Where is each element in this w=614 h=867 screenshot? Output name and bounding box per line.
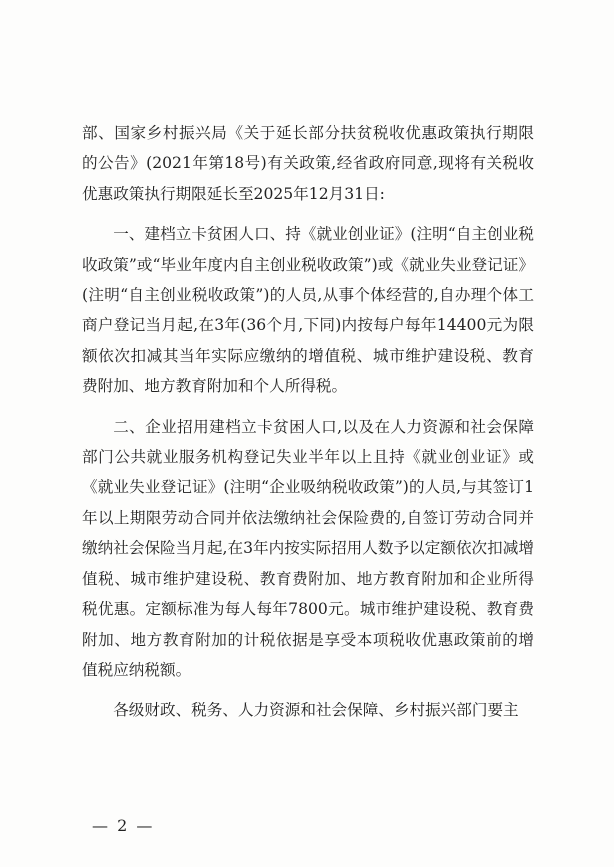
- page-number: — 2 —: [92, 816, 155, 835]
- paragraph-item-1: 一、建档立卡贫困人口、持《就业创业证》(注明“自主创业税收政策”或“毕业年度内自主创业税收政策”)或《就业失业登记证》(注明“自主创业税收政策”)的人员,从事个体经营的,自办理个体工商户登记当月起,在3年(36个月,下同)内按每户每年14400元为限额依次扣减其当年实际应缴纳的增值税、城市维护建设税、教育费附加、地方教育附加和个人所得税。: [82, 225, 534, 396]
- document-body: [82, 118, 534, 736]
- paragraph-closing: 各级财政、税务、人力资源和社会保障、乡村振兴部门要主: [113, 701, 519, 720]
- paragraph-continuation: 部、国家乡村振兴局《关于延长部分扶贫税收优惠政策执行期限的公告》(2021年第18号)有关政策,经省政府同意,现将有关税收优惠政策执行期限延长至2025年12月31日:: [82, 124, 534, 203]
- paragraph-item-2: 二、企业招用建档立卡贫困人口,以及在人力资源和社会保障部门公共就业服务机构登记失业半年以上且持《就业创业证》或《就业失业登记证》(注明“企业吸纳税收政策”)的人员,与其签订1年以上期限劳动合同并依法缴纳社会保险费的,自签订劳动合同并缴纳社会保险当月起,在3年内按实际招用人数予以定额依次扣减增值税、城市维护建设税、教育费附加、地方教育附加和企业所得税优惠。定额标准为每人每年7800元。城市维护建设税、教育费附加、地方教育附加的计税依据是享受本项税收优惠政策前的增值税应纳税额。: [82, 417, 534, 679]
